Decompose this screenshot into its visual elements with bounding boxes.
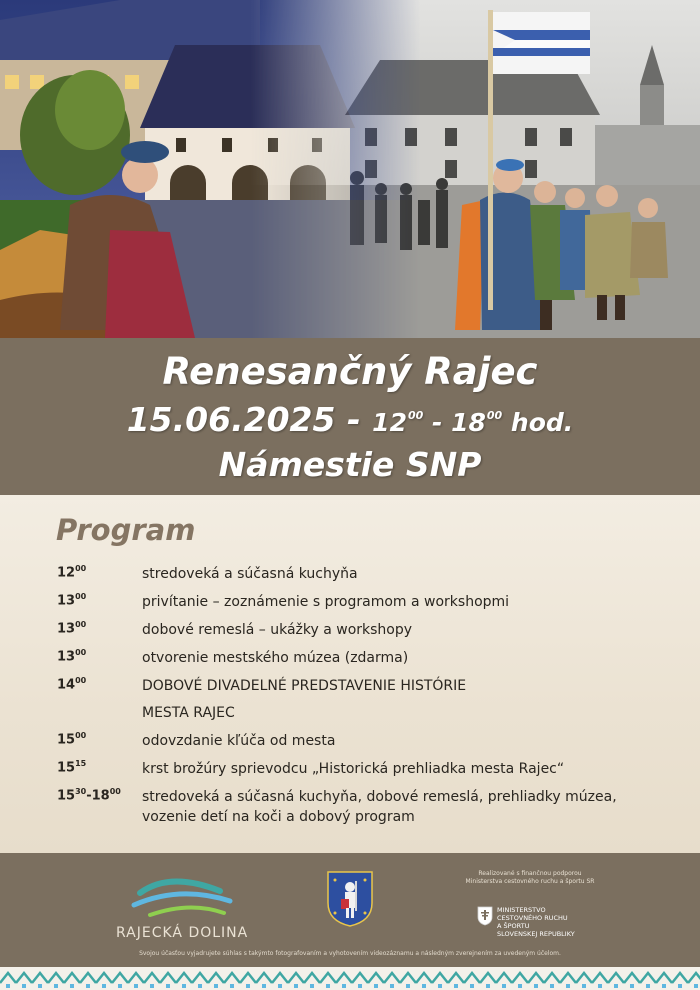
rajec-coat-of-arms-icon	[327, 871, 373, 927]
time-separator: -	[423, 408, 452, 437]
photo-consent-disclaimer: Svojou účasťou vyjadrujete súhlas s takýmto fotografovaním a vyhotovením videozáznamu a následným zverejnením za uvedeným účelom.	[139, 950, 561, 957]
time-end-min: 00	[486, 409, 503, 423]
row-time: $14^{00}$	[57, 676, 87, 693]
row-time: $13^{00}$	[57, 620, 87, 637]
logo-label: RAJECKÁ DOLINA	[116, 925, 249, 941]
row-desc: MESTA RAJEC	[142, 705, 235, 721]
time-start: 12	[372, 408, 407, 437]
row-desc: DOBOVÉ DIVADELNÉ PREDSTAVENIE HISTÓRIE	[142, 678, 467, 694]
funding-text: Realizované s finančnou podporou Ministerstva cestovného ruchu a športu SR	[465, 870, 595, 885]
event-date: 15.06.2025	[126, 400, 336, 439]
time-suffix: hod.	[502, 408, 574, 437]
row-desc: privítanie – zoznámenie s programom a workshopmi	[142, 594, 510, 610]
row-desc: stredoveká a súčasná kuchyňa	[142, 566, 358, 582]
river-waves-icon	[110, 871, 260, 923]
row-desc: krst brožúry sprievodcu „Historická prehliadka mesta Rajec“	[142, 761, 565, 777]
row-desc: stredoveká a súčasná kuchyňa, dobové remeslá, prehliadky múzea, vozenie detí na koči a dobový program	[142, 789, 617, 825]
event-datetime	[0, 400, 700, 439]
ministry-logo	[477, 906, 647, 942]
row-time: $15^{30}-18^{00}$	[57, 787, 121, 804]
hero-photo	[0, 0, 700, 338]
event-title: Renesančný Rajec	[162, 350, 538, 393]
rajecka-dolina-logo	[110, 871, 260, 951]
program-heading: Program	[56, 513, 196, 547]
funding-support-block	[465, 870, 655, 938]
slovak-shield-icon	[477, 906, 493, 926]
row-time: $13^{00}$	[57, 648, 87, 665]
folk-pattern-border	[0, 967, 700, 990]
program-section	[0, 495, 700, 853]
row-time: $12^{00}$	[57, 564, 87, 581]
row-time: $13^{00}$	[57, 592, 87, 609]
time-end: 18	[451, 408, 486, 437]
event-place: Námestie SNP	[218, 445, 482, 484]
row-time: $15^{00}$	[57, 731, 87, 748]
row-time: $15^{15}$	[57, 759, 87, 776]
ministry-text: MINISTERSTVO CESTOVNÉHO RUCHU A ŠPORTU SLOVENSKEJ REPUBLIKY	[497, 906, 575, 938]
row-desc: otvorenie mestského múzea (zdarma)	[142, 650, 409, 666]
date-dash: -	[335, 400, 373, 439]
time-start-min: 00	[407, 409, 424, 423]
row-desc: odovzdanie kľúča od mesta	[142, 733, 336, 749]
title-band	[0, 338, 700, 495]
row-desc: dobové remeslá – ukážky a workshopy	[142, 622, 413, 638]
